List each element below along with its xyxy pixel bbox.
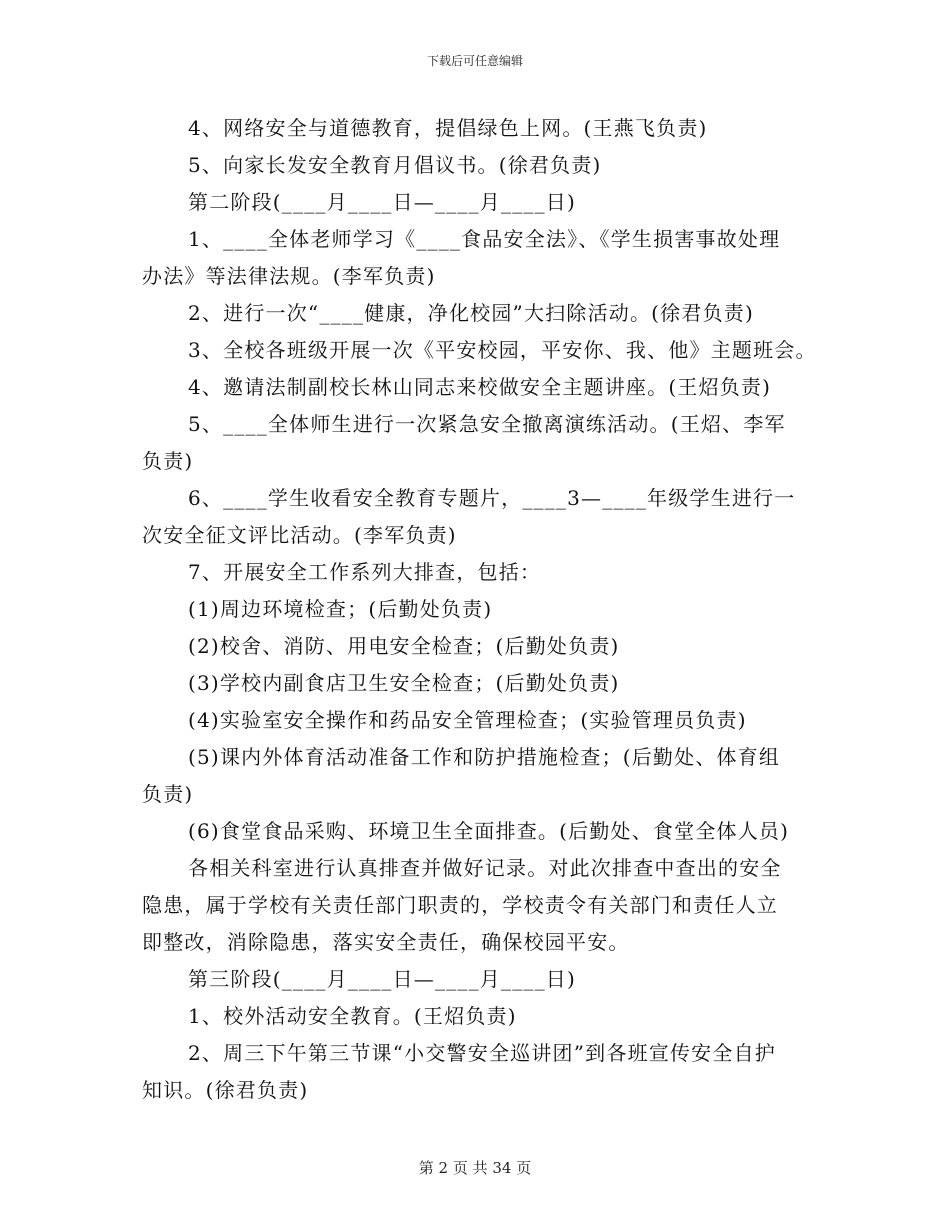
text-line: (4)实验室安全操作和药品安全管理检查；(实验管理员负责) (188, 708, 747, 732)
document-body (142, 110, 822, 1109)
text-line: 2、进行一次“____健康，净化校园”大扫除活动。(徐君负责) (188, 301, 754, 325)
text-line: 次安全征文评比活动。(李军负责) (142, 523, 457, 547)
text-line: 6、____学生收看安全教育专题片，____3—____年级学生进行一 (188, 486, 796, 510)
section-heading: 第三阶段(____月____日—____月____日) (188, 967, 577, 991)
page-footer: 第 2 页 共 34 页 (418, 1159, 532, 1177)
text-line: 各相关科室进行认真排查并做好记录。对此次排查中查出的安全 (188, 856, 782, 880)
text-line: 负责) (142, 449, 194, 473)
section-heading: 第二阶段(____月____日—____月____日) (188, 190, 577, 214)
text-line: (2)校舍、消防、用电安全检查；(后勤处负责) (188, 634, 620, 658)
text-line: 4、邀请法制副校长林山同志来校做安全主题讲座。(王炤负责) (188, 375, 772, 399)
text-line: (6)食堂食品采购、环境卫生全面排查。(后勤处、食堂全体人员) (188, 819, 790, 843)
text-line: 办法》等法律法规。(李军负责) (142, 264, 436, 288)
text-line: 知识。(徐君负责) (142, 1078, 309, 1102)
text-line: 1、校外活动安全教育。(王炤负责) (188, 1004, 517, 1028)
text-line: 2、周三下午第三节课“小交警安全巡讲团”到各班宣传安全自护 (188, 1041, 776, 1065)
text-line: (1)周边环境检查；(后勤处负责) (188, 597, 493, 621)
text-line: 5、向家长发安全教育月倡议书。(徐君负责) (188, 153, 602, 177)
text-line: 负责) (142, 782, 194, 806)
text-line: 3、全校各班级开展一次《平安校园，平安你、我、他》主题班会。 (188, 338, 817, 362)
text-line: (5)课内外体育活动准备工作和防护措施检查；(后勤处、体育组 (188, 745, 781, 769)
text-line: 5、____全体师生进行一次紧急安全撤离演练活动。(王炤、李军 (188, 412, 786, 436)
text-line: 4、网络安全与道德教育，提倡绿色上网。(王燕飞负责) (188, 116, 708, 140)
text-line: 1、____全体老师学习《____食品安全法》、《学生损害事故处理 (188, 227, 781, 251)
page-header: 下载后可任意编辑 (426, 54, 523, 68)
text-line: (3)学校内副食店卫生安全检查；(后勤处负责) (188, 671, 620, 695)
text-line: 即整改，消除隐患，落实安全责任，确保校园平安。 (142, 930, 630, 954)
text-line: 7、开展安全工作系列大排查，包括： (188, 560, 542, 584)
text-line: 隐患，属于学校有关责任部门职责的，学校责令有关部门和责任人立 (142, 893, 778, 917)
